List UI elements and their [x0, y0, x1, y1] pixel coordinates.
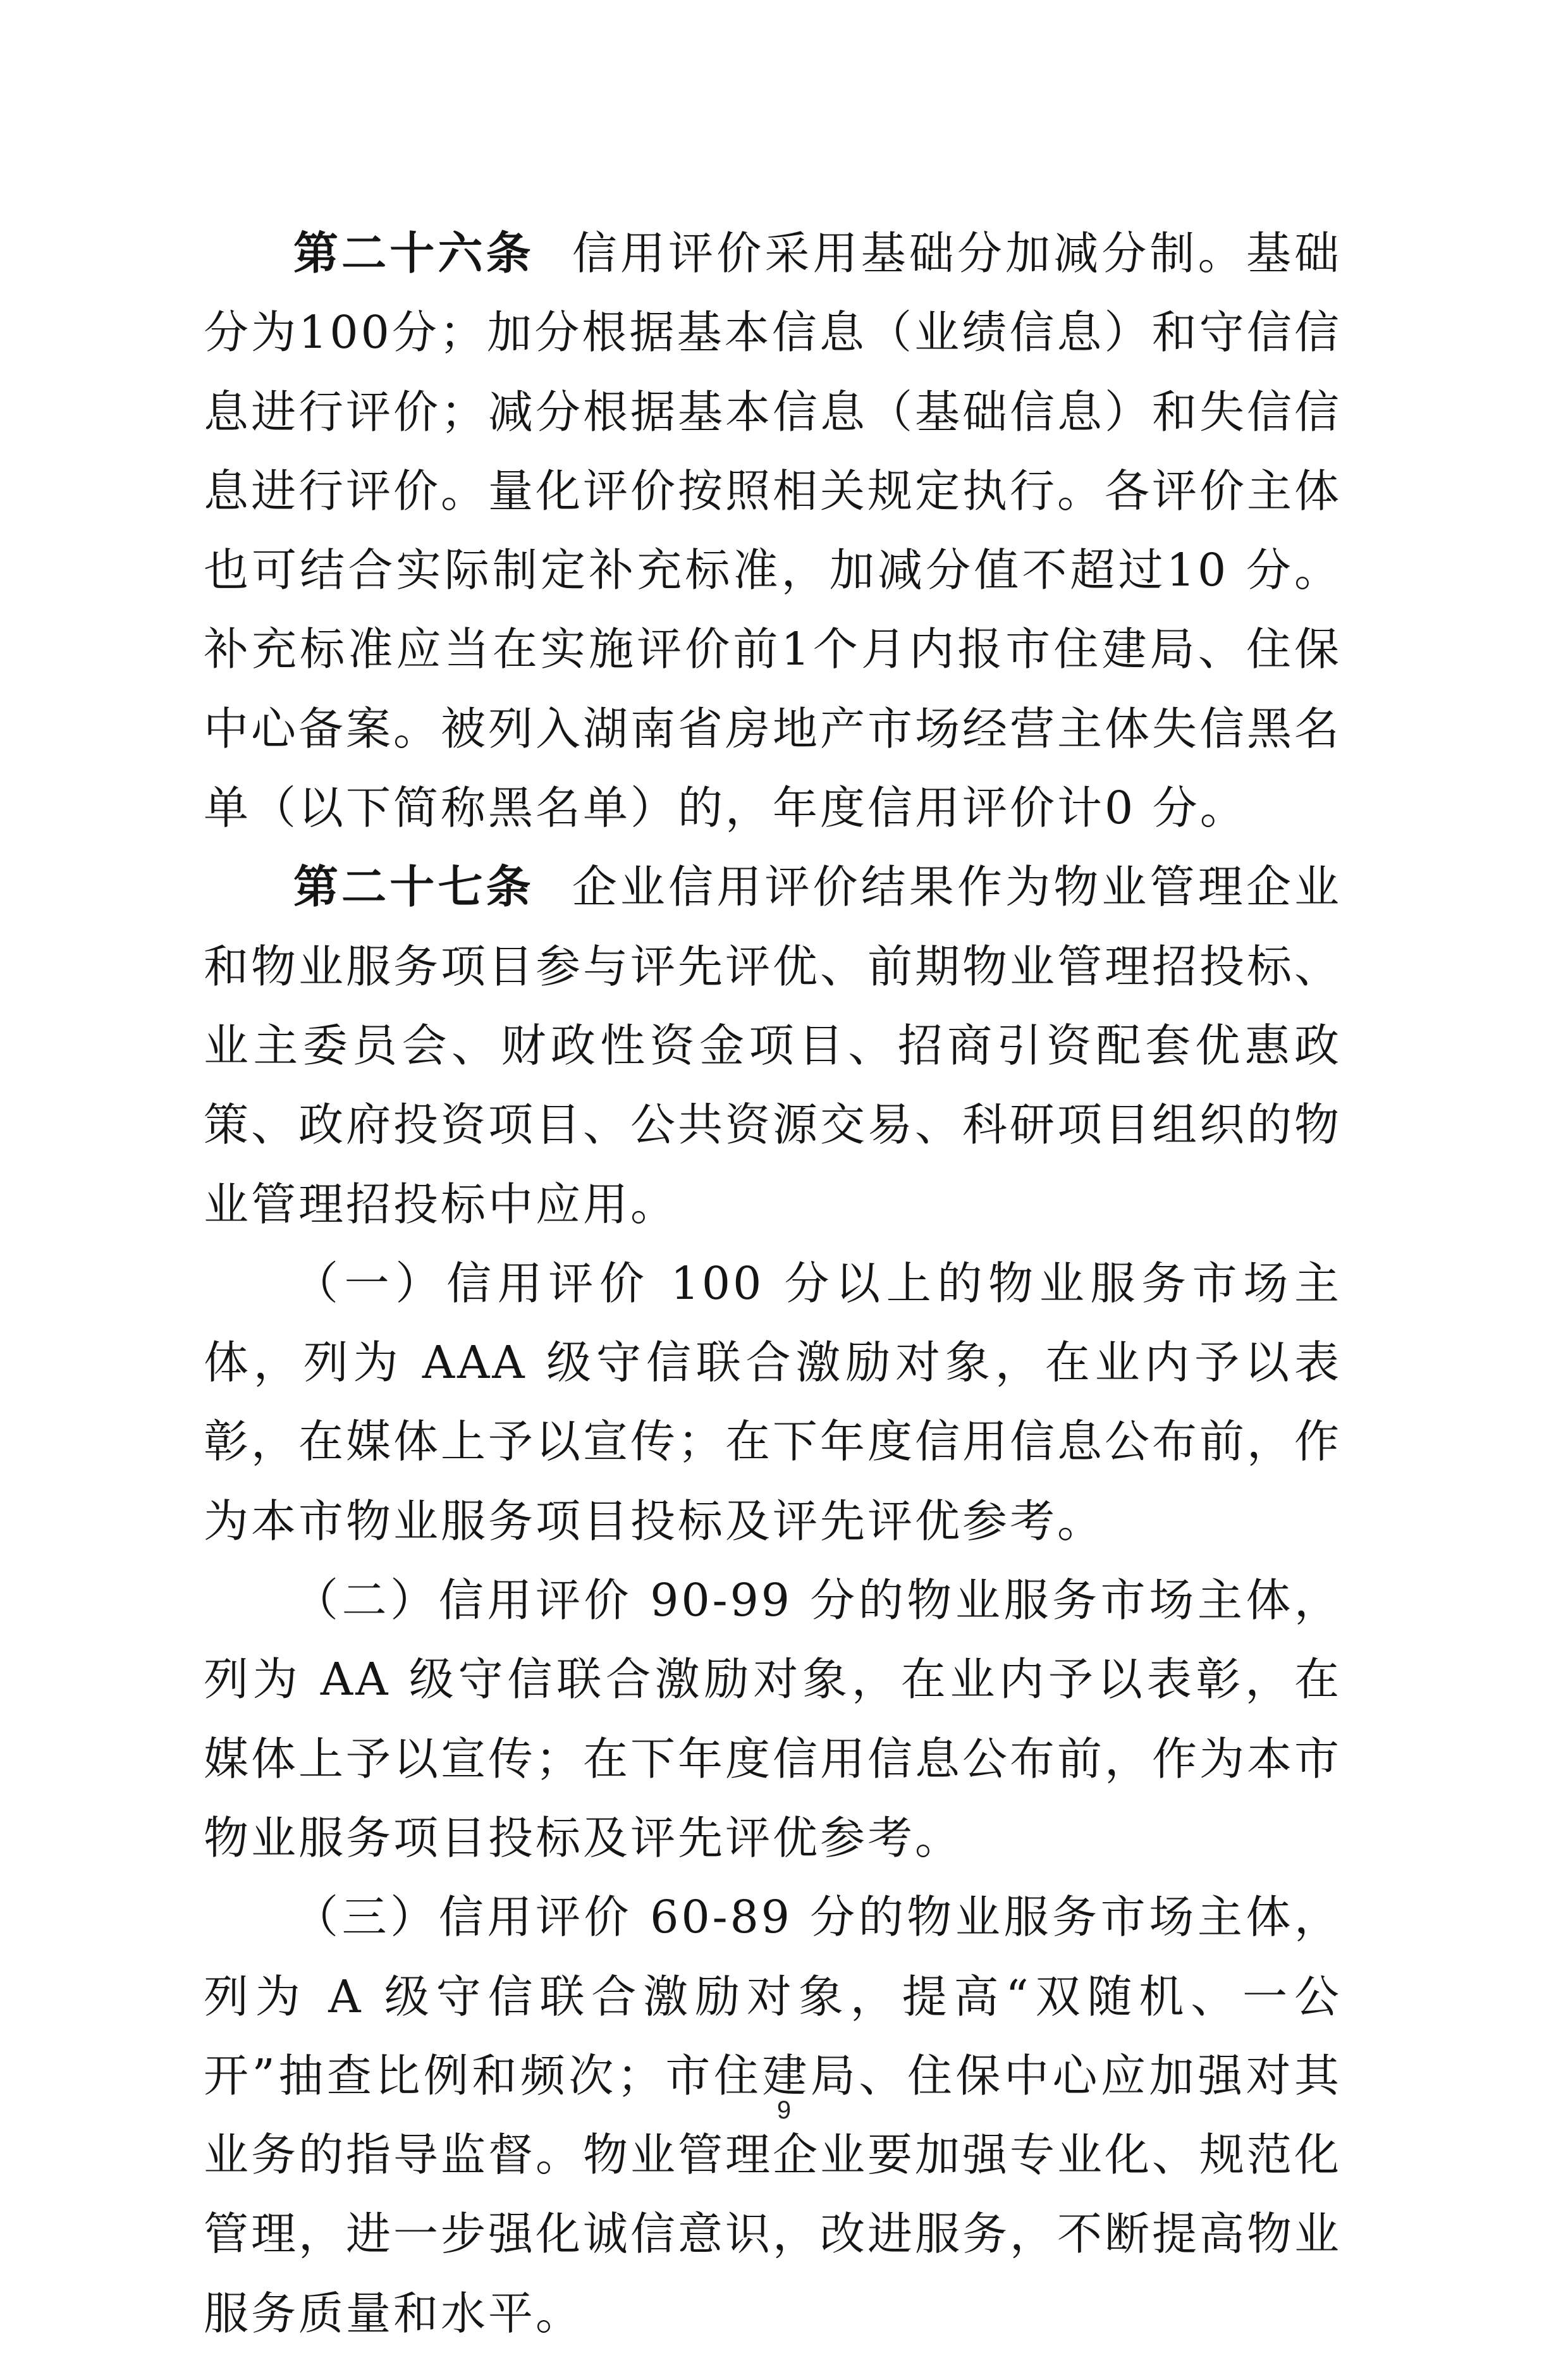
item-1-paragraph: （一）信用评价 100 分以上的物业服务市场主体，列为 AAA 级守信联合激励对象，在业内予以表彰，在媒体上予以宣传；在下年度信用信息公布前，作为本市物业服务项目投标及评先评优参考。 [204, 1256, 1342, 1547]
article-26-paragraph [204, 214, 1342, 847]
article-27-text: 企业信用评价结果作为物业管理企业和物业服务项目参与评先评优、前期物业管理招投标、业主委员会、财政性资金项目、招商引资配套优惠政策、政府投资项目、公共资源交易、科研项目组织的物业管理招投标中应用。 [204, 861, 1342, 1231]
article-26-text: 信用评价采用基础分加减分制。基础分为100分；加分根据基本信息（业绩信息）和守信信息进行评价；减分根据基本信息（基础信息）和失信信息进行评价。量化评价按照相关规定执行。各评价主体也可结合实际制定补充标准，加减分值不超过10 分。补充标准应当在实施评价前1个月内报市住建局、住保中心备案。被列入湖南省房地产市场经营主体失信黑名单（以下简称黑名单）的，年度信用评价计0 分。 [204, 227, 1342, 835]
article-27-heading: 第二十七条 [293, 861, 534, 914]
page-number: 9 [776, 2096, 792, 2124]
item-3-paragraph: （三）信用评价 60-89 分的物业服务市场主体，列为 A 级守信联合激励对象，提高“双随机、一公开”抽查比例和频次；市住建局、住保中心应加强对其业务的指导监督。物业管理企业要加强专业化、规范化管理，进一步强化诚信意识，改进服务，不断提高物业服务质量和水平。 [204, 1891, 1342, 2340]
article-26-heading: 第二十六条 [293, 227, 534, 280]
item-2-paragraph: （二）信用评价 90-99 分的物业服务市场主体，列为 AA 级守信联合激励对象，在业内予以表彰，在媒体上予以宣传；在下年度信用信息公布前，作为本市物业服务项目投标及评先评优参考。 [204, 1574, 1342, 1864]
article-27-paragraph [204, 847, 1342, 1243]
document-body [204, 214, 1342, 2353]
